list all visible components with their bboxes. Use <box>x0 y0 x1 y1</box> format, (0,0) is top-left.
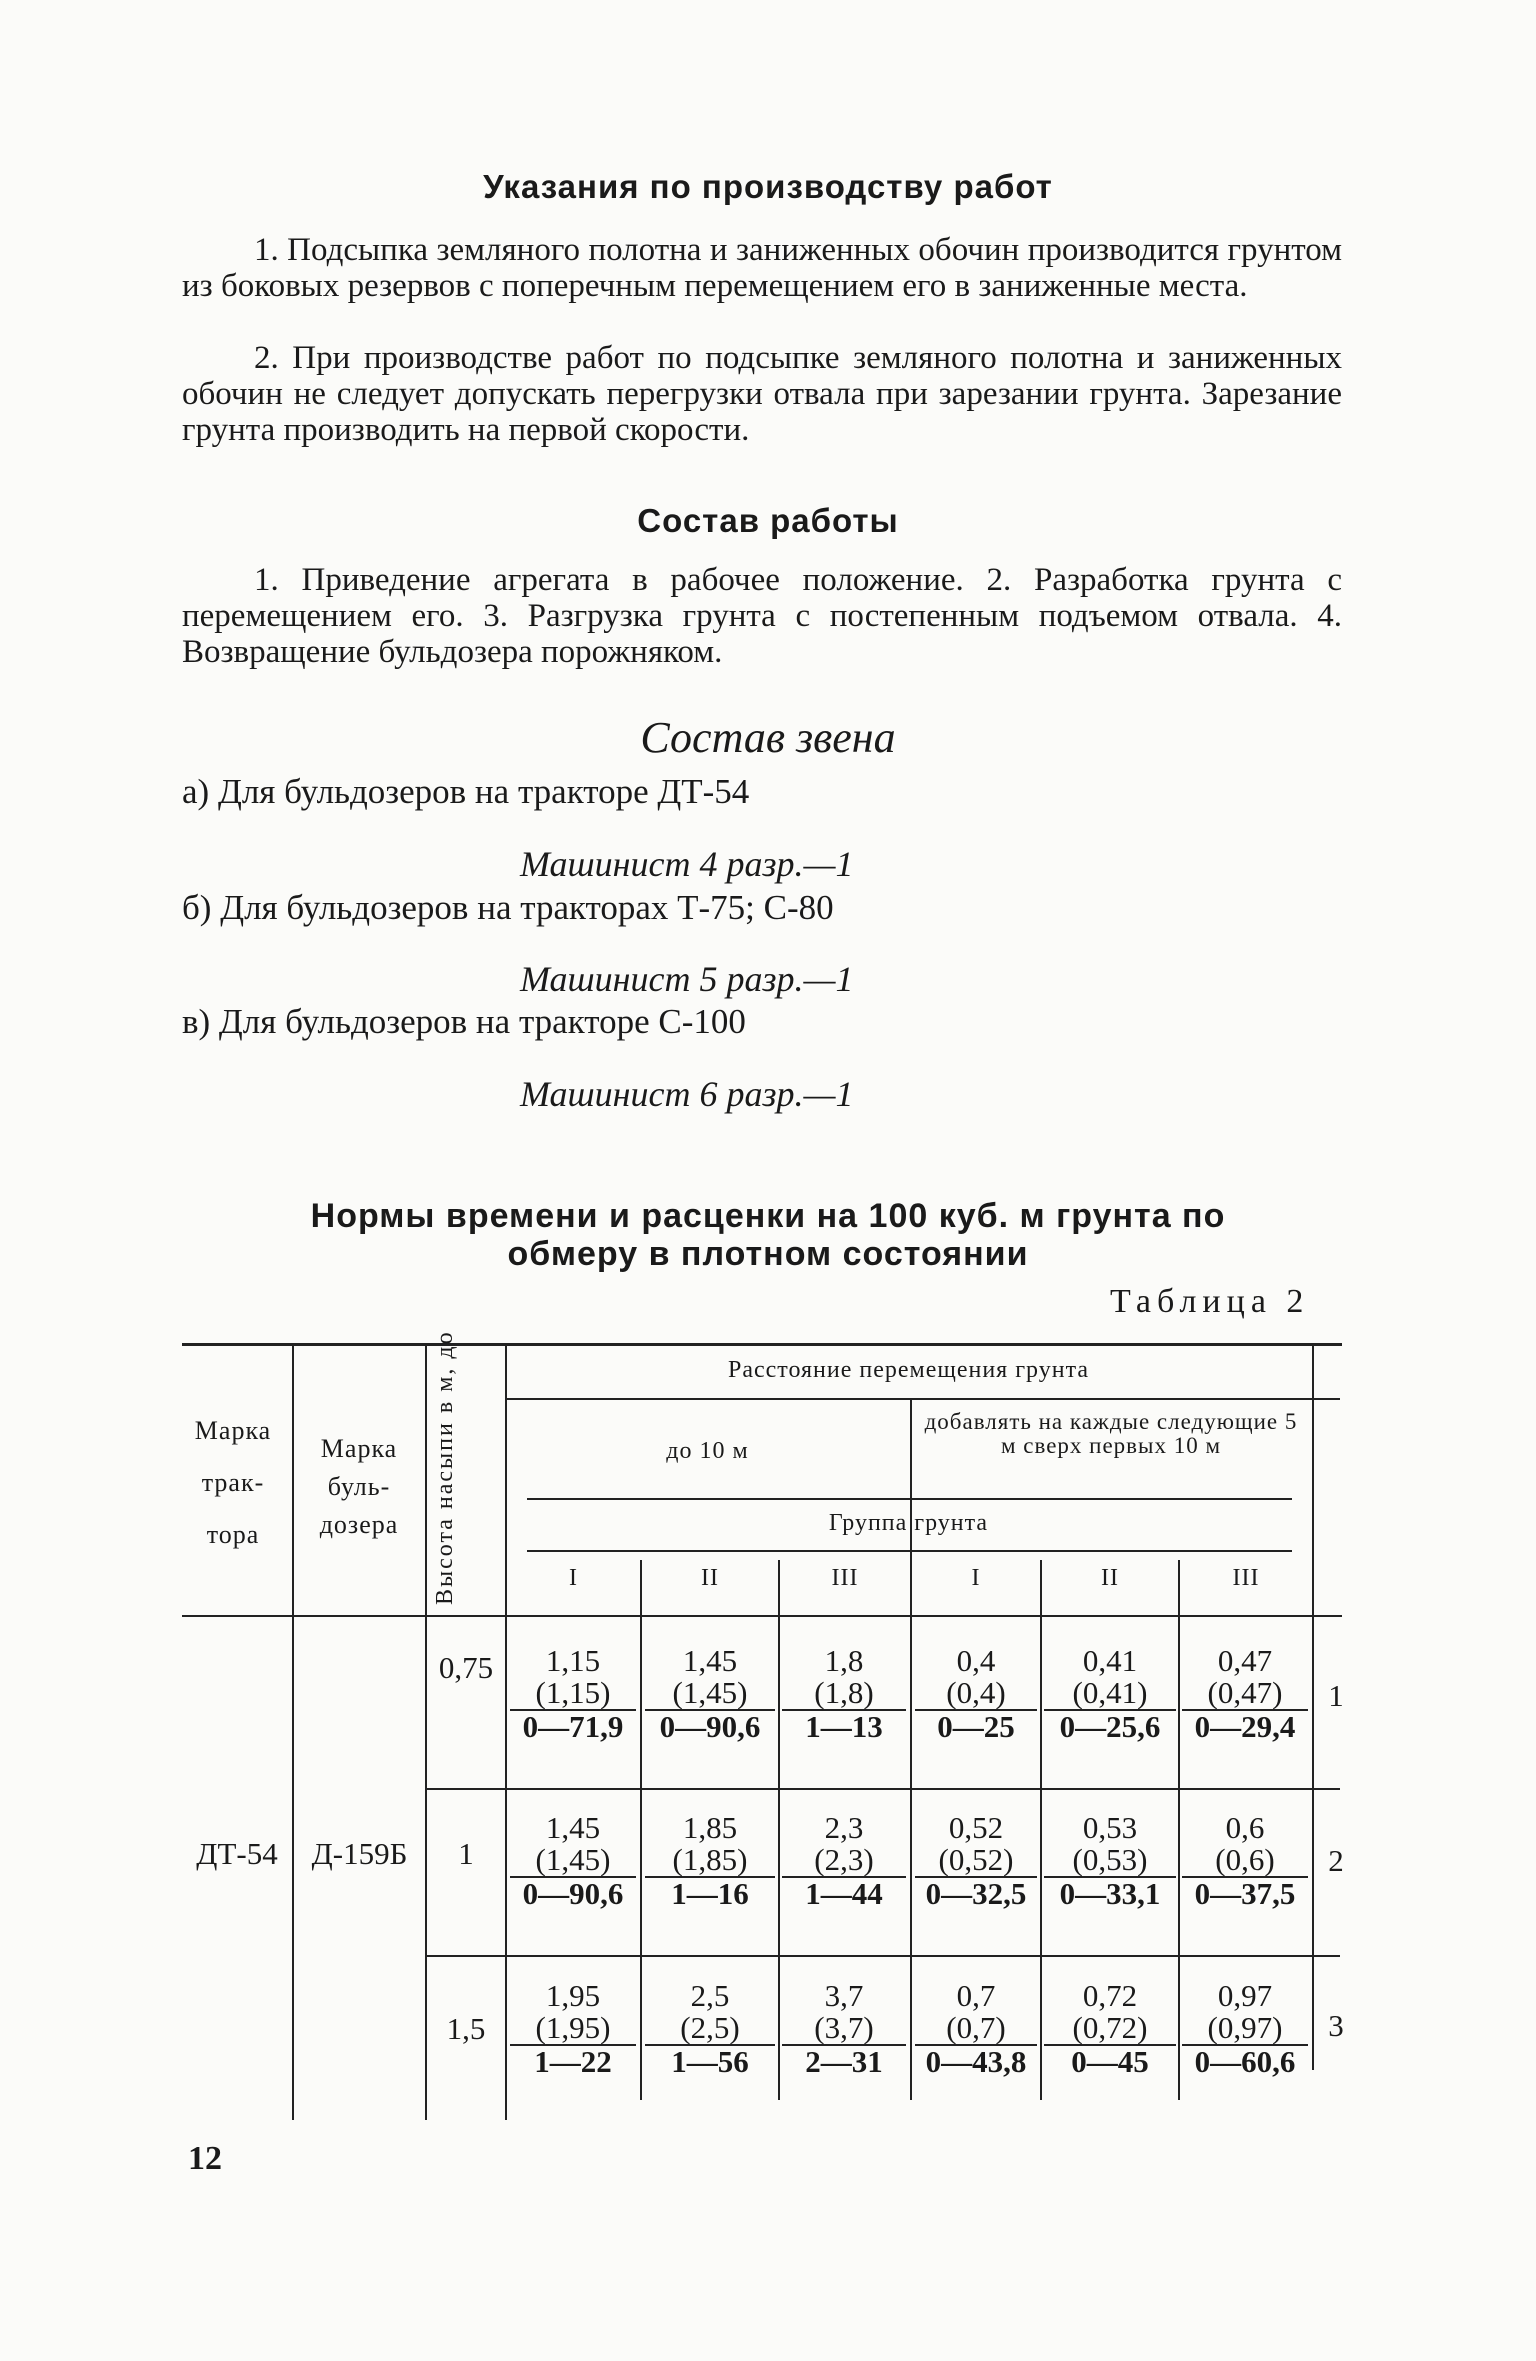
row-number: 1 <box>1328 1678 1344 1713</box>
table-cell: 3,7 (3,7) 2—31 <box>782 1980 906 2078</box>
dozer-value: Д-159Б <box>311 1836 408 1871</box>
work-composition-paragraph: 1. Приведение агрегата в рабочее положение. 2. Разработка грунта с перемещением его. 3. Разгрузка грунта с постепенным подъемом отвала. 4. Возвращение бульдозера порожняком. <box>182 562 1342 670</box>
table-cell: 1,15 (1,15) 0—71,9 <box>510 1645 636 1743</box>
header-up-to-10m: до 10 м <box>666 1438 749 1464</box>
header-soil-group: Группа грунта <box>828 1510 989 1536</box>
instruction-paragraph-1: 1. Подсыпка земляного полотна и заниженных обочин производится грунтом из боковых резервов с поперечным перемещением его в заниженные места. <box>182 232 1342 304</box>
crew-option-b: б) Для бульдозеров на тракторах Т-75; С-80 <box>182 888 834 927</box>
table-cell: 0,6 (0,6) 0—37,5 <box>1182 1812 1308 1910</box>
section-title-work-composition: Состав работы <box>637 502 899 539</box>
table-title-line-2: обмеру в плотном состоянии <box>507 1235 1029 1273</box>
section-title-crew: Состав звена <box>640 713 896 762</box>
table-cell: 0,47 (0,47) 0—29,4 <box>1182 1645 1308 1743</box>
header-embankment-height: Высота насыпи в м, до <box>432 1330 458 1605</box>
table-cell: 0,52 (0,52) 0—32,5 <box>915 1812 1037 1910</box>
table-cell: 1,85 (1,85) 1—16 <box>645 1812 775 1910</box>
height-value: 1 <box>458 1836 474 1871</box>
row-number: 2 <box>1328 1843 1344 1878</box>
table-cell: 0,72 (0,72) 0—45 <box>1044 1980 1176 2078</box>
table-cell: 1,95 (1,95) 1—22 <box>510 1980 636 2078</box>
crew-option-a: а) Для бульдозеров на тракторе ДТ-54 <box>182 772 750 811</box>
instruction-paragraph-2: 2. При производстве работ по подсыпке земляного полотна и заниженных обочин не следует допускать перегрузки отвала при зарезании грунта. Зарезание грунта производить на первой скорости. <box>182 340 1342 448</box>
soil-group-2: II <box>701 1565 719 1591</box>
soil-group-1: I <box>569 1565 578 1591</box>
height-value: 1,5 <box>446 2011 486 2046</box>
tractor-value: ДТ-54 <box>196 1836 278 1871</box>
table-cell: 0,7 (0,7) 0—43,8 <box>915 1980 1037 2078</box>
header-tractor-brand: Марка трак- тора <box>194 1416 272 1549</box>
crew-c-operator: Машинист 6 разр.—1 <box>520 1074 854 1114</box>
header-add-each-5m: добавлять на каждые следующие 5 м сверх первых 10 м <box>924 1409 1298 1458</box>
page-number: 12 <box>188 2140 222 2177</box>
soil-group-4: I <box>971 1565 981 1591</box>
section-title-instructions: Указания по производству работ <box>483 168 1053 205</box>
table-cell: 0,53 (0,53) 0—33,1 <box>1044 1812 1176 1910</box>
table-cell: 1,8 (1,8) 1—13 <box>782 1645 906 1743</box>
soil-group-3: III <box>831 1565 859 1591</box>
table-cell: 2,5 (2,5) 1—56 <box>645 1980 775 2078</box>
table-cell: 0,4 (0,4) 0—25 <box>915 1645 1037 1743</box>
table-cell: 1,45 (1,45) 0—90,6 <box>645 1645 775 1743</box>
table-cell: 0,41 (0,41) 0—25,6 <box>1044 1645 1176 1743</box>
soil-group-6: III <box>1232 1565 1260 1591</box>
soil-group-5: II <box>1101 1565 1119 1591</box>
header-distance: Расстояние перемещения грунта <box>727 1357 1090 1383</box>
table-title-line-1: Нормы времени и расценки на 100 куб. м грунта по <box>310 1197 1226 1235</box>
table-cell: 0,97 (0,97) 0—60,6 <box>1182 1980 1308 2078</box>
height-value: 0,75 <box>438 1650 494 1685</box>
header-dozer-brand: Марка буль- дозера <box>319 1434 399 1539</box>
table-cell: 2,3 (2,3) 1—44 <box>782 1812 906 1910</box>
table-label: Таблица 2 <box>1110 1283 1310 1320</box>
table-cell: 1,45 (1,45) 0—90,6 <box>510 1812 636 1910</box>
crew-option-c: в) Для бульдозеров на тракторе С-100 <box>182 1002 746 1041</box>
row-number: 3 <box>1328 2008 1344 2043</box>
crew-b-operator: Машинист 5 разр.—1 <box>520 959 854 999</box>
crew-a-operator: Машинист 4 разр.—1 <box>520 844 854 884</box>
